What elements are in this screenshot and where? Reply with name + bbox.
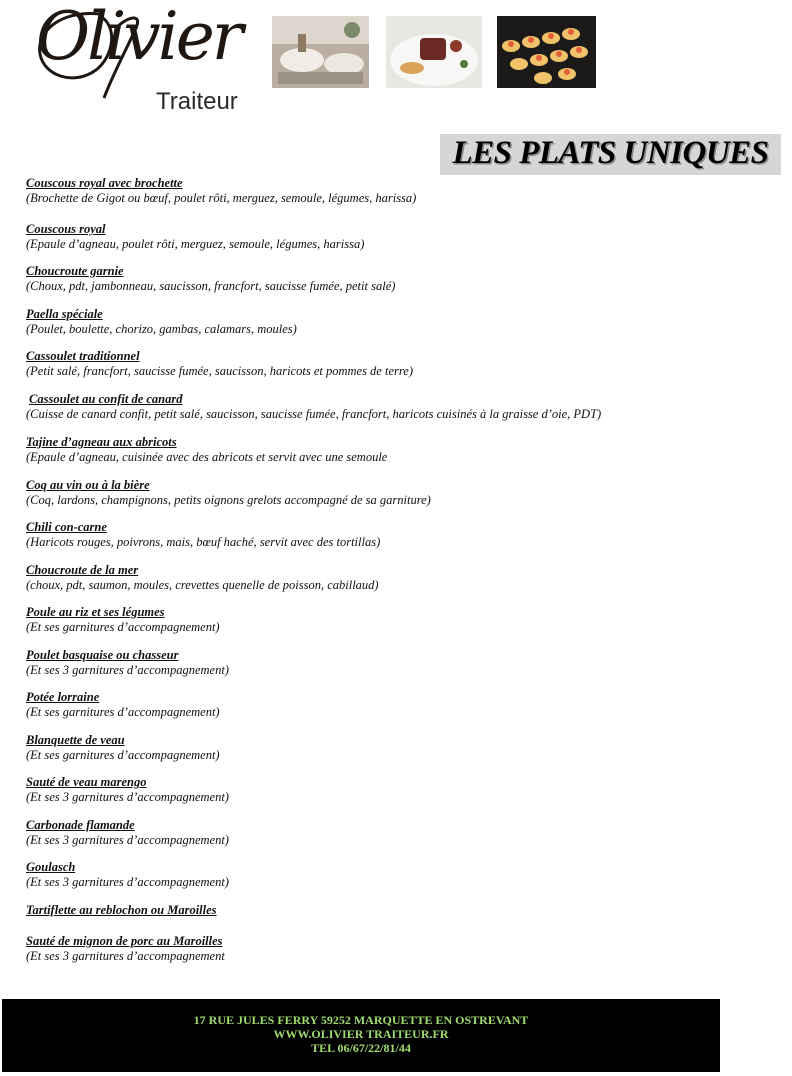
dish-item [26, 648, 766, 678]
dish-name: Carbonade flamande [26, 818, 135, 832]
dish-description: (Et ses 3 garnitures d’accompagnement [26, 949, 225, 963]
dish-item [26, 860, 766, 890]
dish-name: Coq au vin ou à la bière [26, 478, 150, 492]
dish-description: (Coq, lardons, champignons, petits oignons grelots accompagné de sa garniture) [26, 493, 431, 507]
dish-description: (Et ses 3 garnitures d’accompagnement) [26, 790, 229, 804]
dish-item [26, 307, 766, 337]
dish-description: (Brochette de Gigot ou bœuf, poulet rôti, merguez, semoule, légumes, harissa) [26, 191, 417, 205]
dish-description: (Cuisse de canard confit, petit salé, saucisson, saucisse fumée, francfort, haricots cuisinés à la graisse d’oie, PDT) [26, 407, 602, 421]
dish-item [26, 435, 766, 465]
dish-name: Chili con-carne [26, 520, 107, 534]
dish-name: Poule au riz et ses légumes [26, 605, 165, 619]
contact-footer [2, 999, 720, 1072]
dish-name: Poulet basquaise ou chasseur [26, 648, 179, 662]
section-heading [440, 134, 781, 175]
footer-website[interactable]: WWW.OLIVIER TRAITEUR.FR [273, 1027, 449, 1041]
dish-description: (Petit salé, francfort, saucisse fumée, saucisson, haricots et pommes de terre) [26, 364, 413, 378]
dish-name: Sauté de mignon de porc au Maroilles [26, 934, 223, 948]
dish-description: (Choux, pdt, jambonneau, saucisson, francfort, saucisse fumée, petit salé) [26, 279, 396, 293]
dish-name: Couscous royal avec brochette [26, 176, 183, 190]
plated-dish-photo [386, 16, 482, 88]
dish-item [26, 934, 766, 964]
dish-item [26, 392, 769, 422]
dish-name: Potée lorraine [26, 690, 100, 704]
dish-item [26, 690, 766, 720]
dish-item [26, 818, 766, 848]
dish-item [26, 349, 766, 379]
dish-item [26, 733, 766, 763]
section-heading-text: LES PLATS UNIQUES [452, 135, 769, 171]
dish-item [26, 520, 766, 550]
dish-description: (Poulet, boulette, chorizo, gambas, calamars, moules) [26, 322, 297, 336]
dish-item [26, 264, 766, 294]
dining-room-photo [272, 16, 369, 88]
dish-name: Cassoulet au confit de canard [29, 392, 183, 406]
brand-subtitle: Traiteur [156, 88, 238, 115]
footer-address: 17 RUE JULES FERRY 59252 MARQUETTE EN OSTREVANT [193, 1013, 529, 1027]
dish-description: (Et ses garnitures d’accompagnement) [26, 748, 220, 762]
dish-name: Tajine d’agneau aux abricots [26, 435, 177, 449]
dish-name: Choucroute garnie [26, 264, 124, 278]
dish-item [26, 605, 766, 635]
dish-name: Blanquette de veau [26, 733, 125, 747]
canapes-tray-photo [497, 16, 596, 88]
dish-item [26, 478, 766, 508]
dish-item [26, 563, 766, 593]
dish-item [26, 903, 766, 918]
dish-name: Sauté de veau marengo [26, 775, 147, 789]
dish-name: Goulasch [26, 860, 76, 874]
dish-item [26, 775, 766, 805]
dish-description: (Et ses garnitures d’accompagnement) [26, 620, 220, 634]
dish-name: Tartiflette au reblochon ou Maroilles [26, 903, 217, 917]
dish-name: Paella spéciale [26, 307, 103, 321]
dish-description: (Et ses garnitures d’accompagnement) [26, 705, 220, 719]
dish-description: (Epaule d’agneau, poulet rôti, merguez, semoule, légumes, harissa) [26, 237, 365, 251]
dish-name: Cassoulet traditionnel [26, 349, 140, 363]
brand-logo [30, 0, 260, 118]
dish-description: (Et ses 3 garnitures d’accompagnement) [26, 875, 229, 889]
dish-item [26, 222, 766, 252]
dish-description: (Et ses 3 garnitures d’accompagnement) [26, 663, 229, 677]
dish-description: (choux, pdt, saumon, moules, crevettes quenelle de poisson, cabillaud) [26, 578, 379, 592]
footer-phone[interactable]: TEL 06/67/22/81/44 [311, 1041, 411, 1055]
dish-name: Choucroute de la mer [26, 563, 139, 577]
dish-description: (Et ses 3 garnitures d’accompagnement) [26, 833, 229, 847]
dish-item [26, 176, 766, 206]
dish-description: (Haricots rouges, poivrons, mais, bœuf haché, servit avec des tortillas) [26, 535, 381, 549]
dish-description: (Epaule d’agneau, cuisinée avec des abricots et servit avec une semoule [26, 450, 388, 464]
brand-name: Olivier [36, 0, 241, 75]
dish-name: Couscous royal [26, 222, 106, 236]
